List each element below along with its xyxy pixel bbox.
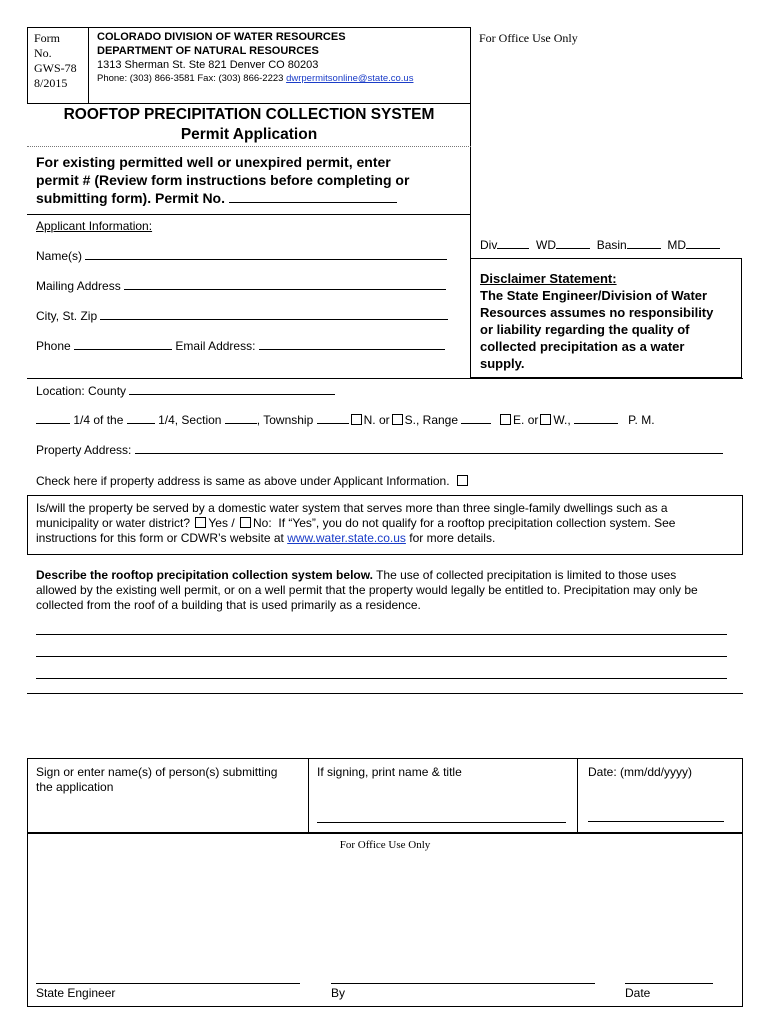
by-label: By xyxy=(331,986,346,1000)
city-state-zip-field[interactable] xyxy=(100,309,448,320)
date-label: Date: (mm/dd/yyyy) xyxy=(588,765,693,779)
applicant-section-label: Applicant Information: xyxy=(36,219,153,233)
range-field[interactable] xyxy=(461,413,491,424)
office-use-box xyxy=(27,833,743,1007)
page-title: ROOFTOP PRECIPITATION COLLECTION SYSTEM Permit Application xyxy=(63,106,435,143)
permit-separator xyxy=(27,214,471,215)
names-row: Name(s) xyxy=(36,249,447,263)
wd-field[interactable] xyxy=(556,238,590,249)
state-engineer-label: State Engineer xyxy=(36,986,116,1000)
same-address-checkbox[interactable] xyxy=(457,475,468,486)
office-date-line[interactable] xyxy=(625,983,713,984)
applicant-bottom-line xyxy=(27,378,743,379)
north-checkbox[interactable] xyxy=(351,414,362,425)
sign-label: Sign or enter name(s) of person(s) submitting the application xyxy=(36,765,278,794)
title-separator xyxy=(27,146,471,147)
print-name-field[interactable] xyxy=(317,822,566,823)
div-field[interactable] xyxy=(497,238,529,249)
names-field[interactable] xyxy=(85,249,447,260)
east-checkbox[interactable] xyxy=(500,414,511,425)
property-address-row: Property Address: xyxy=(36,443,723,457)
header-divider xyxy=(88,27,89,104)
county-row: Location: County xyxy=(36,384,335,398)
property-address-field[interactable] xyxy=(135,443,723,454)
west-checkbox[interactable] xyxy=(540,414,551,425)
agency-address: 1313 Sherman St. Ste 821 Denver CO 80203 xyxy=(97,59,319,71)
agency-name: COLORADO DIVISION OF WATER RESOURCES xyxy=(97,31,346,43)
office-date-label: Date xyxy=(625,986,651,1000)
state-engineer-line[interactable] xyxy=(36,983,300,984)
department-name: DEPARTMENT OF NATURAL RESOURCES xyxy=(97,45,319,57)
describe-line-2[interactable] xyxy=(36,656,727,657)
email-field[interactable] xyxy=(259,339,445,350)
date-field[interactable] xyxy=(588,821,724,822)
form-number: Form No. GWS-78 8/2015 xyxy=(34,31,77,90)
section-field[interactable] xyxy=(225,413,257,424)
print-name-label: If signing, print name & title xyxy=(317,765,462,779)
office-use-title: For Office Use Only xyxy=(339,839,431,851)
permit-instruction: For existing permitted well or unexpired permit, enter permit # (Review form instructions before completing or submitting form). Permit No. xyxy=(36,154,410,206)
disclaimer-statement: Disclaimer Statement: The State Engineer/Division of Water Resources assumes no responsibility or liability regarding the quality of collected precipitation as a water supply. xyxy=(480,271,714,371)
agency-phone: Phone: (303) 866-3581 Fax: (303) 866-2223 xyxy=(97,73,284,84)
phone-field[interactable] xyxy=(74,339,172,350)
domestic-system-question: Is/will the property be served by a domestic water system that serves more than three single-family dwellings such as a municipality or water district? Yes / No: If “Yes”, you do not qualify for a rooftop precipitation collection system. See instructions for this form or CDWR’s website at www.water.state.co.us for more details. xyxy=(36,501,676,545)
office-codes: Div WD Basin MD xyxy=(480,238,720,252)
by-line[interactable] xyxy=(331,983,595,984)
domestic-no-checkbox[interactable] xyxy=(240,517,251,528)
cdwr-website-link[interactable]: www.water.state.co.us xyxy=(287,531,406,545)
mailing-row: Mailing Address xyxy=(36,279,446,293)
describe-instructions: Describe the rooftop precipitation collection system below. The use of collected precipitation is limited to those uses allowed by the existing well permit, or on a well permit that the property would legally be entitled to. Precipitation may only be collected from the roof of a building that is used primarily as a residence. xyxy=(36,568,698,612)
office-use-header: For Office Use Only xyxy=(479,31,578,45)
quarter-field-2[interactable] xyxy=(127,413,155,424)
domestic-yes-checkbox[interactable] xyxy=(195,517,206,528)
same-address-row: Check here if property address is same as above under Applicant Information. xyxy=(36,474,470,488)
south-checkbox[interactable] xyxy=(392,414,403,425)
county-field[interactable] xyxy=(129,384,335,395)
describe-bottom-line xyxy=(27,693,743,694)
township-field[interactable] xyxy=(317,413,349,424)
agency-block xyxy=(97,30,413,86)
basin-field[interactable] xyxy=(627,238,661,249)
md-field[interactable] xyxy=(686,238,720,249)
pm-field[interactable] xyxy=(574,413,618,424)
city-row: City, St. Zip xyxy=(36,309,448,323)
legal-description-row: 1/4 of the 1/4, Section , Township N. or S., Range E. or W., P. M. xyxy=(36,413,655,427)
describe-line-1[interactable] xyxy=(36,634,727,635)
agency-email-link[interactable]: dwrpermitsonline@state.co.us xyxy=(286,73,414,84)
permit-number-field[interactable] xyxy=(229,192,397,203)
quarter-field-1[interactable] xyxy=(36,413,70,424)
phone-email-row: Phone Email Address: xyxy=(36,339,445,353)
mailing-address-field[interactable] xyxy=(124,279,446,290)
describe-line-3[interactable] xyxy=(36,678,727,679)
